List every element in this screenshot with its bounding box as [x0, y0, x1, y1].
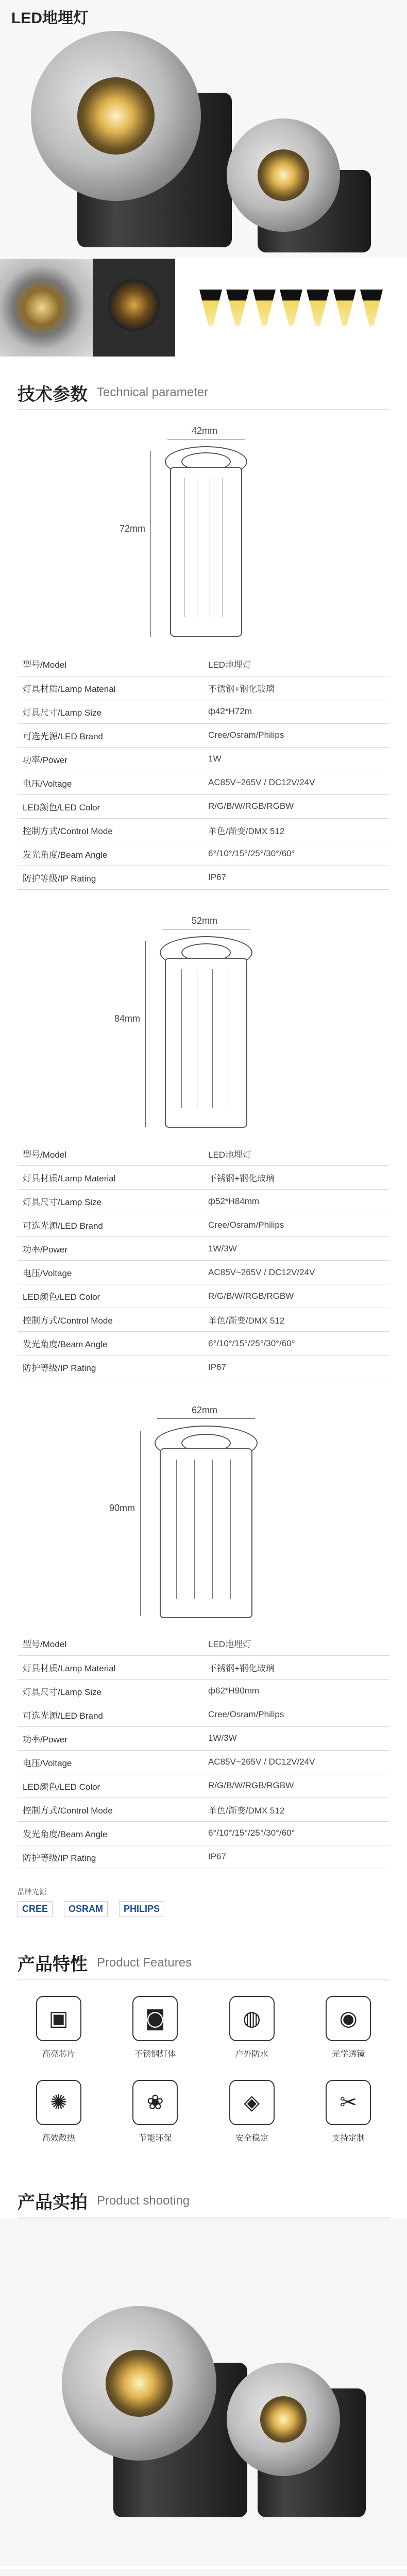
- product-photo-2: [0, 2569, 407, 2576]
- drawing-width-label: 42mm: [192, 426, 218, 436]
- spec-value: IP67: [203, 1355, 389, 1379]
- spec-value: R/G/B/W/RGB/RGBW: [203, 1284, 389, 1308]
- table-row: [18, 747, 389, 771]
- spec-value: IP67: [203, 866, 389, 889]
- hero-title: LED地埋灯: [11, 10, 89, 27]
- spec-key: 可选光源/LED Brand: [18, 1213, 203, 1237]
- spec-value: 不锈钢+钢化玻璃: [203, 1166, 389, 1190]
- lamp-body-icon: ◙: [132, 1996, 178, 2041]
- table-row: [18, 842, 389, 866]
- spec-value: 单色/渐变/DMX 512: [203, 1308, 389, 1332]
- spec-value: 6°/10°/15°/25°/30°/60°: [203, 842, 389, 866]
- spec-key: LED颜色/LED Color: [18, 794, 203, 818]
- spec-value: 6°/10°/15°/25°/30°/60°: [203, 1332, 389, 1355]
- spec-key: 灯具尺寸/Lamp Size: [18, 1190, 203, 1213]
- feature-item: [30, 2080, 87, 2143]
- table-row: [18, 1750, 389, 1774]
- table-row: [18, 1332, 389, 1355]
- spec-value: LED地埋灯: [203, 1632, 389, 1655]
- spec-value: R/G/B/W/RGB/RGBW: [203, 1774, 389, 1798]
- feature-item: [30, 1996, 87, 2059]
- spec-table-1: [18, 652, 389, 890]
- spec-key: 型号/Model: [18, 1632, 203, 1655]
- spec-value: LED地埋灯: [203, 1142, 389, 1166]
- table-row: [18, 1774, 389, 1798]
- table-row: [18, 1655, 389, 1679]
- beam-angle-strip: [199, 290, 383, 326]
- table-row: [18, 1798, 389, 1821]
- table-row: [18, 771, 389, 794]
- spec-key: 灯具材质/Lamp Material: [18, 1166, 203, 1190]
- table-row: [18, 866, 389, 889]
- spec-value: ф52*H84mm: [203, 1190, 389, 1213]
- spec-key: 控制方式/Control Mode: [18, 818, 203, 842]
- dimension-drawing-3: [0, 1389, 407, 1632]
- spec-value: 单色/渐变/DMX 512: [203, 1798, 389, 1821]
- shooting-title-en: Product shooting: [97, 2193, 190, 2208]
- table-row: [18, 1308, 389, 1332]
- feature-label: 安全稳定: [235, 2133, 268, 2143]
- spec-key: 发光角度/Beam Angle: [18, 1332, 203, 1355]
- feature-label: 户外防水: [235, 2049, 268, 2059]
- custom-icon: ✂: [326, 2080, 371, 2125]
- spec-key: 发光角度/Beam Angle: [18, 1821, 203, 1845]
- spec-value: 不锈钢+钢化玻璃: [203, 676, 389, 700]
- feature-item: [224, 2080, 280, 2143]
- spec-value: AC85V~265V / DC12V/24V: [203, 1261, 389, 1284]
- feature-label: 高效散热: [42, 2133, 75, 2143]
- feature-label: 高亮芯片: [42, 2049, 75, 2059]
- drawing-height-label: 72mm: [120, 523, 146, 534]
- spec-key: 控制方式/Control Mode: [18, 1798, 203, 1821]
- feature-item: [320, 1996, 377, 2059]
- table-row: [18, 1190, 389, 1213]
- spec-key: 型号/Model: [18, 652, 203, 676]
- spec-key: 功率/Power: [18, 1726, 203, 1750]
- features-row-2: [0, 2080, 407, 2164]
- table-row: [18, 1632, 389, 1655]
- spec-value: Cree/Osram/Philips: [203, 723, 389, 747]
- table-row: [18, 1261, 389, 1284]
- spec-key: 电压/Voltage: [18, 771, 203, 794]
- table-row: [18, 1284, 389, 1308]
- energy-saving-icon: ❀: [132, 2080, 178, 2125]
- features-title-en: Product Features: [97, 1955, 192, 1970]
- spec-table-3: [18, 1632, 389, 1869]
- feature-label: 节能环保: [139, 2133, 172, 2143]
- heat-dissipation-icon: ✺: [36, 2080, 81, 2125]
- shooting-section-header: [0, 2184, 407, 2217]
- dimension-drawing-2: [0, 900, 407, 1142]
- spec-key: 灯具材质/Lamp Material: [18, 676, 203, 700]
- spec-value: ф62*H90mm: [203, 1679, 389, 1703]
- spec-title-en: Technical parameter: [97, 385, 209, 399]
- table-row: [18, 1821, 389, 1845]
- spec-value: 1W/3W: [203, 1237, 389, 1261]
- spec-key: 灯具尺寸/Lamp Size: [18, 1679, 203, 1703]
- lamp-head-small: [227, 118, 340, 232]
- table-row: [18, 818, 389, 842]
- table-row: [18, 1237, 389, 1261]
- spec-key: 灯具材质/Lamp Material: [18, 1655, 203, 1679]
- spec-value: 不锈钢+钢化玻璃: [203, 1655, 389, 1679]
- spec-title-cn: 技术参数: [18, 384, 88, 404]
- chip-icon: ▣: [36, 1996, 81, 2041]
- spec-value: 6°/10°/15°/25°/30°/60°: [203, 1821, 389, 1845]
- table-row: [18, 1142, 389, 1166]
- thumbnail-row: [0, 258, 407, 355]
- table-row: [18, 794, 389, 818]
- spec-value: 单色/渐变/DMX 512: [203, 818, 389, 842]
- spec-key: 功率/Power: [18, 1237, 203, 1261]
- spec-key: 防护等级/IP Rating: [18, 1355, 203, 1379]
- spec-key: 电压/Voltage: [18, 1261, 203, 1284]
- table-row: [18, 1166, 389, 1190]
- spec-value: LED地埋灯: [203, 652, 389, 676]
- drawing-width-label: 62mm: [192, 1405, 218, 1415]
- spec-section-header: [0, 376, 407, 409]
- shooting-title-cn: 产品实拍: [18, 2193, 88, 2212]
- spec-key: 防护等级/IP Rating: [18, 1845, 203, 1869]
- waterproof-icon: ◍: [229, 1996, 275, 2041]
- light-source-brands: [0, 1879, 407, 1926]
- spec-value: Cree/Osram/Philips: [203, 1703, 389, 1726]
- features-title-cn: 产品特性: [18, 1955, 88, 1974]
- table-row: [18, 1355, 389, 1379]
- drawing-width-label: 52mm: [192, 915, 218, 926]
- thumb-beam-angles: [175, 259, 407, 357]
- feature-item: [224, 1996, 280, 2059]
- brand-logo-osram: OSRAM: [64, 1901, 108, 1917]
- spec-value: Cree/Osram/Philips: [203, 1213, 389, 1237]
- spec-value: R/G/B/W/RGB/RGBW: [203, 794, 389, 818]
- feature-item: [127, 2080, 183, 2143]
- spec-value: AC85V~265V / DC12V/24V: [203, 1750, 389, 1774]
- table-row: [18, 1679, 389, 1703]
- feature-item: [127, 1996, 183, 2059]
- spec-key: 防护等级/IP Rating: [18, 866, 203, 889]
- table-row: [18, 1213, 389, 1237]
- spec-key: 灯具尺寸/Lamp Size: [18, 700, 203, 723]
- spec-value: 1W/3W: [203, 1726, 389, 1750]
- spec-value: IP67: [203, 1845, 389, 1869]
- safety-icon: ◈: [229, 2080, 275, 2125]
- feature-label: 支持定制: [332, 2133, 365, 2143]
- thumb-lamp-side: [93, 259, 175, 357]
- brand-logo-cree: CREE: [18, 1901, 53, 1917]
- spec-key: 功率/Power: [18, 747, 203, 771]
- table-row: [18, 676, 389, 700]
- spec-key: 电压/Voltage: [18, 1750, 203, 1774]
- spec-key: 可选光源/LED Brand: [18, 723, 203, 747]
- optical-lens-icon: ◉: [326, 1996, 371, 2041]
- drawing-height-label: 84mm: [114, 1013, 141, 1024]
- table-row: [18, 1703, 389, 1726]
- spec-key: LED颜色/LED Color: [18, 1284, 203, 1308]
- features-section-header: [0, 1946, 407, 1979]
- spec-key: 控制方式/Control Mode: [18, 1308, 203, 1332]
- thumb-lit-lamp: [0, 259, 93, 357]
- spec-value: ф42*H72m: [203, 700, 389, 723]
- spec-key: 发光角度/Beam Angle: [18, 842, 203, 866]
- hero-banner: [0, 0, 407, 258]
- product-photo-1: [0, 2218, 407, 2569]
- feature-item: [320, 2080, 377, 2143]
- table-row: [18, 1726, 389, 1750]
- feature-label: 不锈钢灯体: [134, 2049, 176, 2059]
- table-row: [18, 700, 389, 723]
- table-row: [18, 652, 389, 676]
- table-row: [18, 723, 389, 747]
- brands-label: 品牌光源: [18, 1887, 46, 1896]
- table-row: [18, 1845, 389, 1869]
- spec-value: 1W: [203, 747, 389, 771]
- spec-key: LED颜色/LED Color: [18, 1774, 203, 1798]
- dimension-drawing-1: [0, 410, 407, 652]
- feature-label: 光学透镜: [332, 2049, 365, 2059]
- features-row-1: [0, 1980, 407, 2080]
- spec-key: 型号/Model: [18, 1142, 203, 1166]
- drawing-height-label: 90mm: [109, 1503, 135, 1513]
- spec-value: AC85V~265V / DC12V/24V: [203, 771, 389, 794]
- spec-key: 可选光源/LED Brand: [18, 1703, 203, 1726]
- spec-table-2: [18, 1142, 389, 1380]
- brand-logo-philips: PHILIPS: [119, 1901, 164, 1917]
- lamp-head-large: [31, 31, 201, 201]
